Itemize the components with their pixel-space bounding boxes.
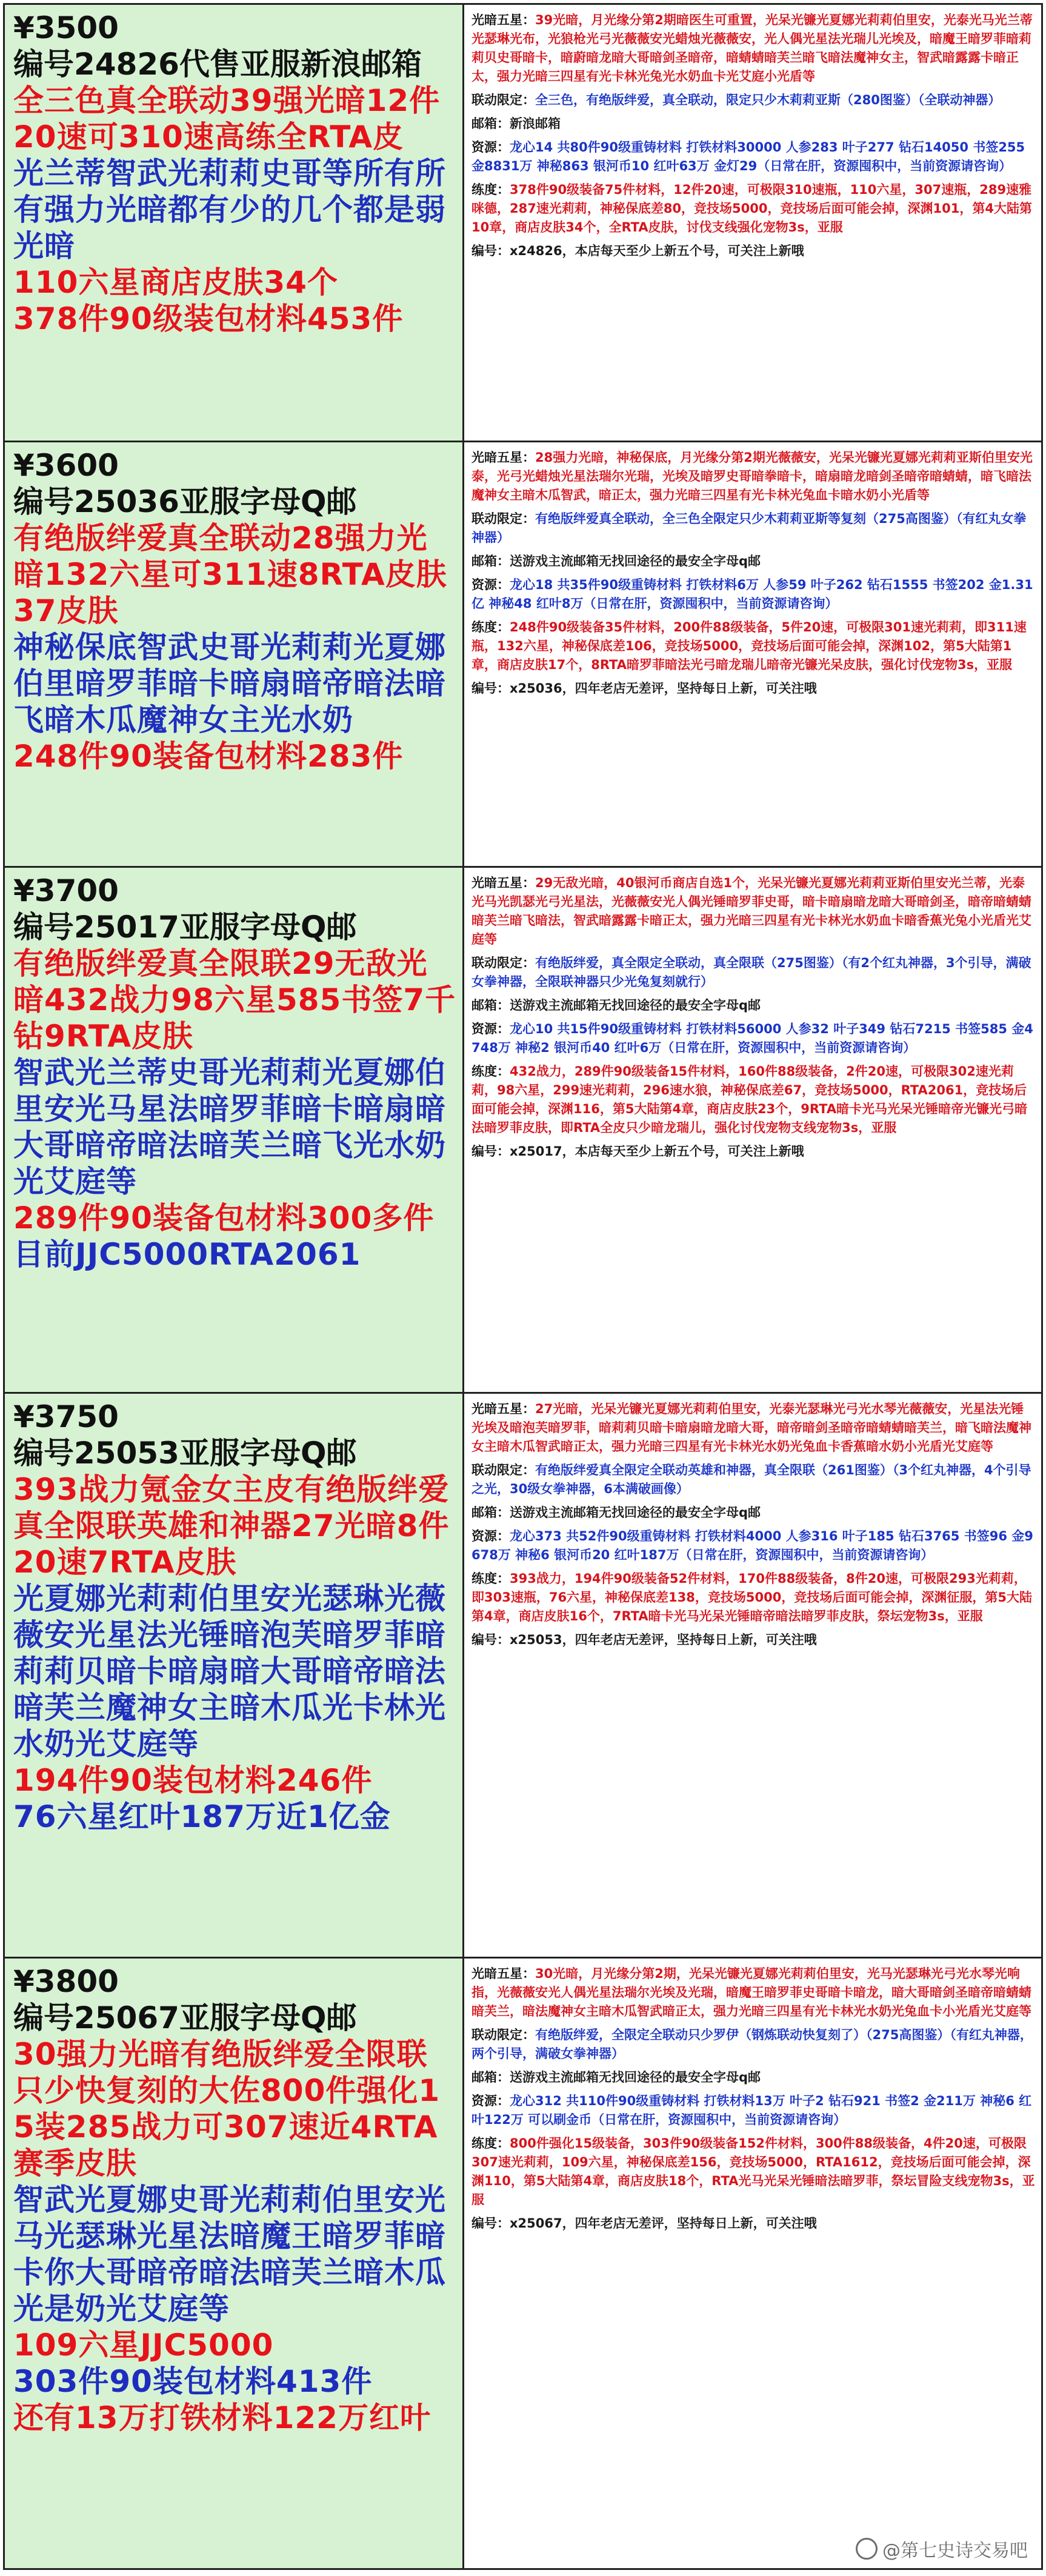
listing-row <box>5 1959 1041 2568</box>
account-number: 编号24826代售亚服新浪邮箱 <box>13 47 422 82</box>
label: 邮箱： <box>471 554 510 568</box>
label: 资源： <box>471 1022 510 1036</box>
account-number: 编号25036亚服字母Q邮 <box>13 484 357 519</box>
label: 练度： <box>471 2136 510 2151</box>
highlight-red: 有绝版绊爱真全联动28强力光暗132六星可311速8RTA皮肤37皮肤 <box>13 521 447 628</box>
highlight-red: 194件90装包材料246件 <box>13 1763 373 1798</box>
listing-details <box>464 1959 1041 2568</box>
highlight-red: 有绝版绊爱真全限联29无敌光暗432战力98六星585书签7千钻9RTA皮肤 <box>13 946 456 1054</box>
id-text: x25053，四年老店无差评，坚持每日上新，可关注哦 <box>510 1632 817 1647</box>
heroes-text: 27光暗，光呆光镰光夏娜光莉莉伯里安，光泰光瑟琳光弓光水琴光薇薇安，光星法光锤光埃及暗泡芙暗罗菲，暗莉莉贝暗卡暗扇暗龙暗大哥，暗帝暗剑圣暗帝暗蜻蜻暗芙兰，暗飞暗法魔神女主暗木瓜智武暗正太，强力光暗三四星有光卡林光水奶光兔血卡香蕉暗水奶小光盾光艾庭等 <box>471 1402 1031 1454</box>
label: 邮箱： <box>471 116 510 131</box>
highlight-red: 289件90装备包材料300多件 <box>13 1200 435 1236</box>
label: 光暗五星： <box>471 1402 535 1416</box>
label: 编号： <box>471 2216 510 2231</box>
highlight-red: 110六星商店皮肤34个 <box>13 265 338 300</box>
highlight-red: 30强力光暗有绝版绊爱全限联只少快复刻的大佐800件强化15装285战力可307速近4RTA赛季皮肤 <box>13 2037 441 2181</box>
training-text: 800件强化15级装备，303件90级装备152件材料，300件88级装备，4件20速，可极限307速光莉莉，109六星，神秘保底差156，竞技场5000，RTA1612，竞技场后面可能会掉，深渊110，第5大陆第4章，商店皮肤18个，RTA光马光呆光锤暗法暗罗菲，祭坛冒险支线宠物3s，亚服 <box>471 2136 1035 2207</box>
listing-row <box>5 5 1041 442</box>
highlight-blue: 智武光兰蒂史哥光莉莉光夏娜伯里安光马星法暗罗菲暗卡暗扇暗大哥暗帝暗法暗芙兰暗飞光水奶光艾庭等 <box>13 1055 446 1199</box>
label: 邮箱： <box>471 2070 510 2085</box>
label: 练度： <box>471 1571 510 1586</box>
listing-sheet <box>3 3 1043 2570</box>
price: ¥3800 <box>13 1964 119 1999</box>
collab-text: 有绝版绊爱真全限定全联动英雄和神器，真全限联（261图鉴）（3个红丸神器，4个引导之光，30级女拳神器，6本满破画像） <box>471 1463 1031 1496</box>
resources-text: 龙心14 共80件90级重铸材料 打铁材料30000 人参283 叶子277 钻石14050 书签255 金8831万 神秘863 银河币10 红叶63万 金灯29（日常在肝，资源囤积中，当前资源请咨询） <box>471 140 1025 173</box>
label: 编号： <box>471 681 510 696</box>
label: 资源： <box>471 577 510 592</box>
listing-details <box>464 442 1041 866</box>
highlight-red: 393战力氪金女主皮有绝版绊爱真全限联英雄和神器27光暗8件20速7RTA皮肤 <box>13 1472 450 1580</box>
training-text: 393战力，194件90级装备52件材料，170件88级装备，8件20速，可极限293光莉莉，即303速瓶，76六星，神秘保底差138，竞技场5000，竞技场后面可能会掉，深渊征服，第5大陆第4章，商店皮肤16个，7RTA暗卡光马光呆光锤暗帝暗法暗罗菲皮肤，祭坛宠物3s，亚服 <box>471 1571 1032 1623</box>
watermark <box>856 2535 1028 2562</box>
highlight-blue: 76六星红叶187万近1亿金 <box>13 1799 391 1834</box>
label: 邮箱： <box>471 1505 510 1520</box>
label: 光暗五星： <box>471 13 535 27</box>
label: 联动限定： <box>471 956 535 970</box>
heroes-text: 39光暗，月光缘分第2期暗医生可重置，光呆光镰光夏娜光莉莉伯里安，光泰光马光兰蒂光瑟琳光布，光狼枪光弓光薇薇安光蜡烛光薇薇安，光人偶光星法光瑞儿光埃及，暗魔王暗罗菲暗莉莉贝史哥暗卡，暗蔚暗龙暗大哥暗剑圣暗帝，暗蜻蜻暗芙兰暗飞暗法魔神女主，智武暗露露卡暗正太，强力光暗三四星有光卡林光兔光水奶血卡光艾庭小光盾等 <box>471 13 1033 84</box>
label: 邮箱： <box>471 998 510 1013</box>
collab-text: 有绝版绊爱真全联动，全三色全限定只少木莉莉亚斯等复刻（275高图鉴）（有红丸女拳神器） <box>471 511 1027 545</box>
highlight-red: 全三色真全联动39强光暗12件20速可310速高练全RTA皮 <box>13 83 441 155</box>
listing-row <box>5 868 1041 1394</box>
highlight-blue: 光兰蒂智武光莉莉史哥等所有所有强力光暗都有少的几个都是弱光暗 <box>13 156 446 264</box>
label: 编号： <box>471 1632 510 1647</box>
highlight-red: 378件90级装包材料453件 <box>13 301 404 336</box>
training-text: 432战力，289件90级装备15件材料，160件88级装备，2件20速，可极限302速光莉莉，98六星，299速光莉莉，296速水狼，神秘保底差67，竞技场5000，RTA2061，竞技场后面可能会掉，深渊116，第5大陆第4章，商店皮肤23个，9RTA暗卡光马光呆光锤暗帝光镰光弓暗法暗罗菲皮肤，即RTA全皮只少暗龙瑞儿，强化讨伐宠物支线宠物3s，亚服 <box>471 1064 1028 1135</box>
label: 联动限定： <box>471 1463 535 1477</box>
listing-summary <box>5 1959 464 2568</box>
camera-icon <box>856 2538 878 2560</box>
resources-text: 龙心312 共110件90级重铸材料 打铁材料13万 叶子2 钻石921 书签2 金211万 神秘6 红叶122万 可以刷金币（日常在肝，资源囤积中，当前资源请咨询） <box>471 2094 1032 2127</box>
label: 练度： <box>471 620 510 634</box>
price: ¥3600 <box>13 448 119 483</box>
label: 资源： <box>471 1529 510 1543</box>
label: 资源： <box>471 2094 510 2108</box>
label: 光暗五星： <box>471 876 535 890</box>
training-text: 248件90级装备35件材料，200件88级装备，5件20速，可极限301速光莉莉，即311速瓶，132六星，神秘保底差106，竞技场5000，竞技场后面可能会掉，深渊102，第5大陆第1章，商店皮肤17个，8RTA暗罗菲暗法光弓暗龙瑞儿暗帝光镰光呆皮肤，强化讨伐宠物3s，亚服 <box>471 620 1027 672</box>
label: 编号： <box>471 244 510 258</box>
highlight-red: 还有13万打铁材料122万红叶 <box>13 2400 431 2435</box>
listing-summary <box>5 1394 464 1957</box>
heroes-text: 28强力光暗，神秘保底，月光缘分第2期光薇薇安，光呆光镰光夏娜光莉莉亚斯伯里安光泰，光弓光蜡烛光星法瑞尔光瑞，光埃及暗罗史哥暗拳暗卡，暗扇暗龙暗剑圣暗帝暗蜻蜻，暗飞暗法魔神女主暗木瓜智武，暗正太，强力光暗三四星有光卡林光兔血卡暗水奶小光盾等 <box>471 450 1033 502</box>
label: 光暗五星： <box>471 1966 535 1981</box>
mail-text: 送游戏主流邮箱无找回途径的最安全字母q邮 <box>510 998 761 1013</box>
price: ¥3500 <box>13 10 119 45</box>
highlight-blue: 303件90装包材料413件 <box>13 2364 373 2399</box>
mail-text: 送游戏主流邮箱无找回途径的最安全字母q邮 <box>510 1505 761 1520</box>
watermark-text: @第七史诗交易吧 <box>882 2540 1028 2561</box>
label: 编号： <box>471 1144 510 1159</box>
listing-details <box>464 1394 1041 1957</box>
resources-text: 龙心18 共35件90级重铸材料 打铁材料6万 人参59 叶子262 钻石1555 书签202 金1.31亿 神秘48 红叶8万（日常在肝，资源囤积中，当前资源请咨询） <box>471 577 1033 611</box>
price: ¥3700 <box>13 873 119 908</box>
highlight-blue: 目前JJC5000RTA2061 <box>13 1237 361 1272</box>
label: 联动限定： <box>471 511 535 526</box>
label: 光暗五星： <box>471 450 535 465</box>
id-text: x25036，四年老店无差评，坚持每日上新，可关注哦 <box>510 681 817 696</box>
listing-summary <box>5 5 464 441</box>
label: 联动限定： <box>471 2028 535 2042</box>
mail-text: 送游戏主流邮箱无找回途径的最安全字母q邮 <box>510 2070 761 2085</box>
id-text: x25067，四年老店无差评，坚持每日上新，可关注哦 <box>510 2216 817 2231</box>
highlight-blue: 智武光夏娜史哥光莉莉伯里安光马光瑟琳光星法暗魔王暗罗菲暗卡你大哥暗帝暗法暗芙兰暗木瓜光是奶光艾庭等 <box>13 2182 446 2326</box>
collab-text: 有绝版绊爱，全限定全联动只少罗伊（钢炼联动快复刻了）（275高图鉴）（有红丸神器，两个引导，满破女拳神器） <box>471 2028 1033 2061</box>
listing-row <box>5 442 1041 868</box>
mail-text: 送游戏主流邮箱无找回途径的最安全字母q邮 <box>510 554 761 568</box>
account-number: 编号25017亚服字母Q邮 <box>13 910 357 945</box>
label: 练度： <box>471 182 510 197</box>
listing-row <box>5 1394 1041 1959</box>
label: 资源： <box>471 140 510 155</box>
resources-text: 龙心10 共15件90级重铸材料 打铁材料56000 人参32 叶子349 钻石7215 书签585 金4748万 神秘2 银河币40 红叶6万（日常在肝，资源囤积中，当前资源请咨询） <box>471 1022 1033 1055</box>
account-number: 编号25067亚服字母Q邮 <box>13 2000 357 2035</box>
listing-details <box>464 5 1041 441</box>
resources-text: 龙心373 共52件90级重铸材料 打铁材料4000 人参316 叶子185 钻石3765 书签96 金9678万 神秘6 银河币20 红叶187万（日常在肝，资源囤积中，当前资源请咨询） <box>471 1529 1033 1562</box>
label: 练度： <box>471 1064 510 1079</box>
collab-text: 有绝版绊爱，真全限定全联动，真全限联（275图鉴）（有2个红丸神器，3个引导，满破女拳神器，全限联神器只少光兔复刻就行） <box>471 956 1031 989</box>
listing-summary <box>5 868 464 1392</box>
mail-text: 新浪邮箱 <box>510 116 561 131</box>
heroes-text: 29无敌光暗，40银河币商店自选1个，光呆光镰光夏娜光莉莉亚斯伯里安光兰蒂，光泰光马光凯瑟光弓光星法，光薇薇安光人偶光锤暗罗菲史哥，暗卡暗扇暗龙暗大哥暗剑圣，暗帝暗蜻蜻暗芙兰暗飞暗法，智武暗露露卡暗正太，强力光暗三四星有光卡林光水奶血卡暗香蕉光兔小光盾光艾庭等 <box>471 876 1031 947</box>
account-number: 编号25053亚服字母Q邮 <box>13 1436 357 1471</box>
highlight-red: 109六星JJC5000 <box>13 2328 274 2363</box>
listing-details <box>464 868 1041 1392</box>
id-text: x25017，本店每天至少上新五个号，可关注上新哦 <box>510 1144 804 1159</box>
id-text: x24826，本店每天至少上新五个号，可关注上新哦 <box>510 244 804 258</box>
heroes-text: 30光暗，月光缘分第2期，光呆光镰光夏娜光莉莉伯里安，光马光瑟琳光弓光水琴光响指，光薇薇安光人偶光星法瑞尔光埃及光瑞，暗魔王暗罗菲史哥暗卡暗龙，暗大哥暗剑圣暗帝暗蜻蜻暗芙兰，暗法魔神女主暗木瓜智武暗正太，强力光暗三四星有光卡林光水奶光兔血卡小光盾光艾庭等 <box>471 1966 1031 2019</box>
collab-text: 全三色，有绝版绊爱，真全联动，限定只少木莉莉亚斯（280图鉴）（全联动神器） <box>535 93 1001 107</box>
training-text: 378件90级装备75件材料，12件20速，可极限310速瓶，110六星，307速瓶，289速雅咪德，287速光莉莉，神秘保底差80，竞技场5000，竞技场后面可能会掉，深渊101，第4大陆第10章，商店皮肤34个，全RTA皮肤，讨伐支线强化宠物3s，亚服 <box>471 182 1032 235</box>
price: ¥3750 <box>13 1399 119 1434</box>
highlight-red: 248件90装备包材料283件 <box>13 739 404 774</box>
highlight-blue: 神秘保底智武史哥光莉莉光夏娜伯里暗罗菲暗卡暗扇暗帝暗法暗飞暗木瓜魔神女主光水奶 <box>13 630 446 737</box>
label: 联动限定： <box>471 93 535 107</box>
listing-summary <box>5 442 464 866</box>
highlight-blue: 光夏娜光莉莉伯里安光瑟琳光薇薇安光星法光锤暗泡芙暗罗菲暗莉莉贝暗卡暗扇暗大哥暗帝暗法暗芙兰魔神女主暗木瓜光卡林光水奶光艾庭等 <box>13 1581 446 1762</box>
